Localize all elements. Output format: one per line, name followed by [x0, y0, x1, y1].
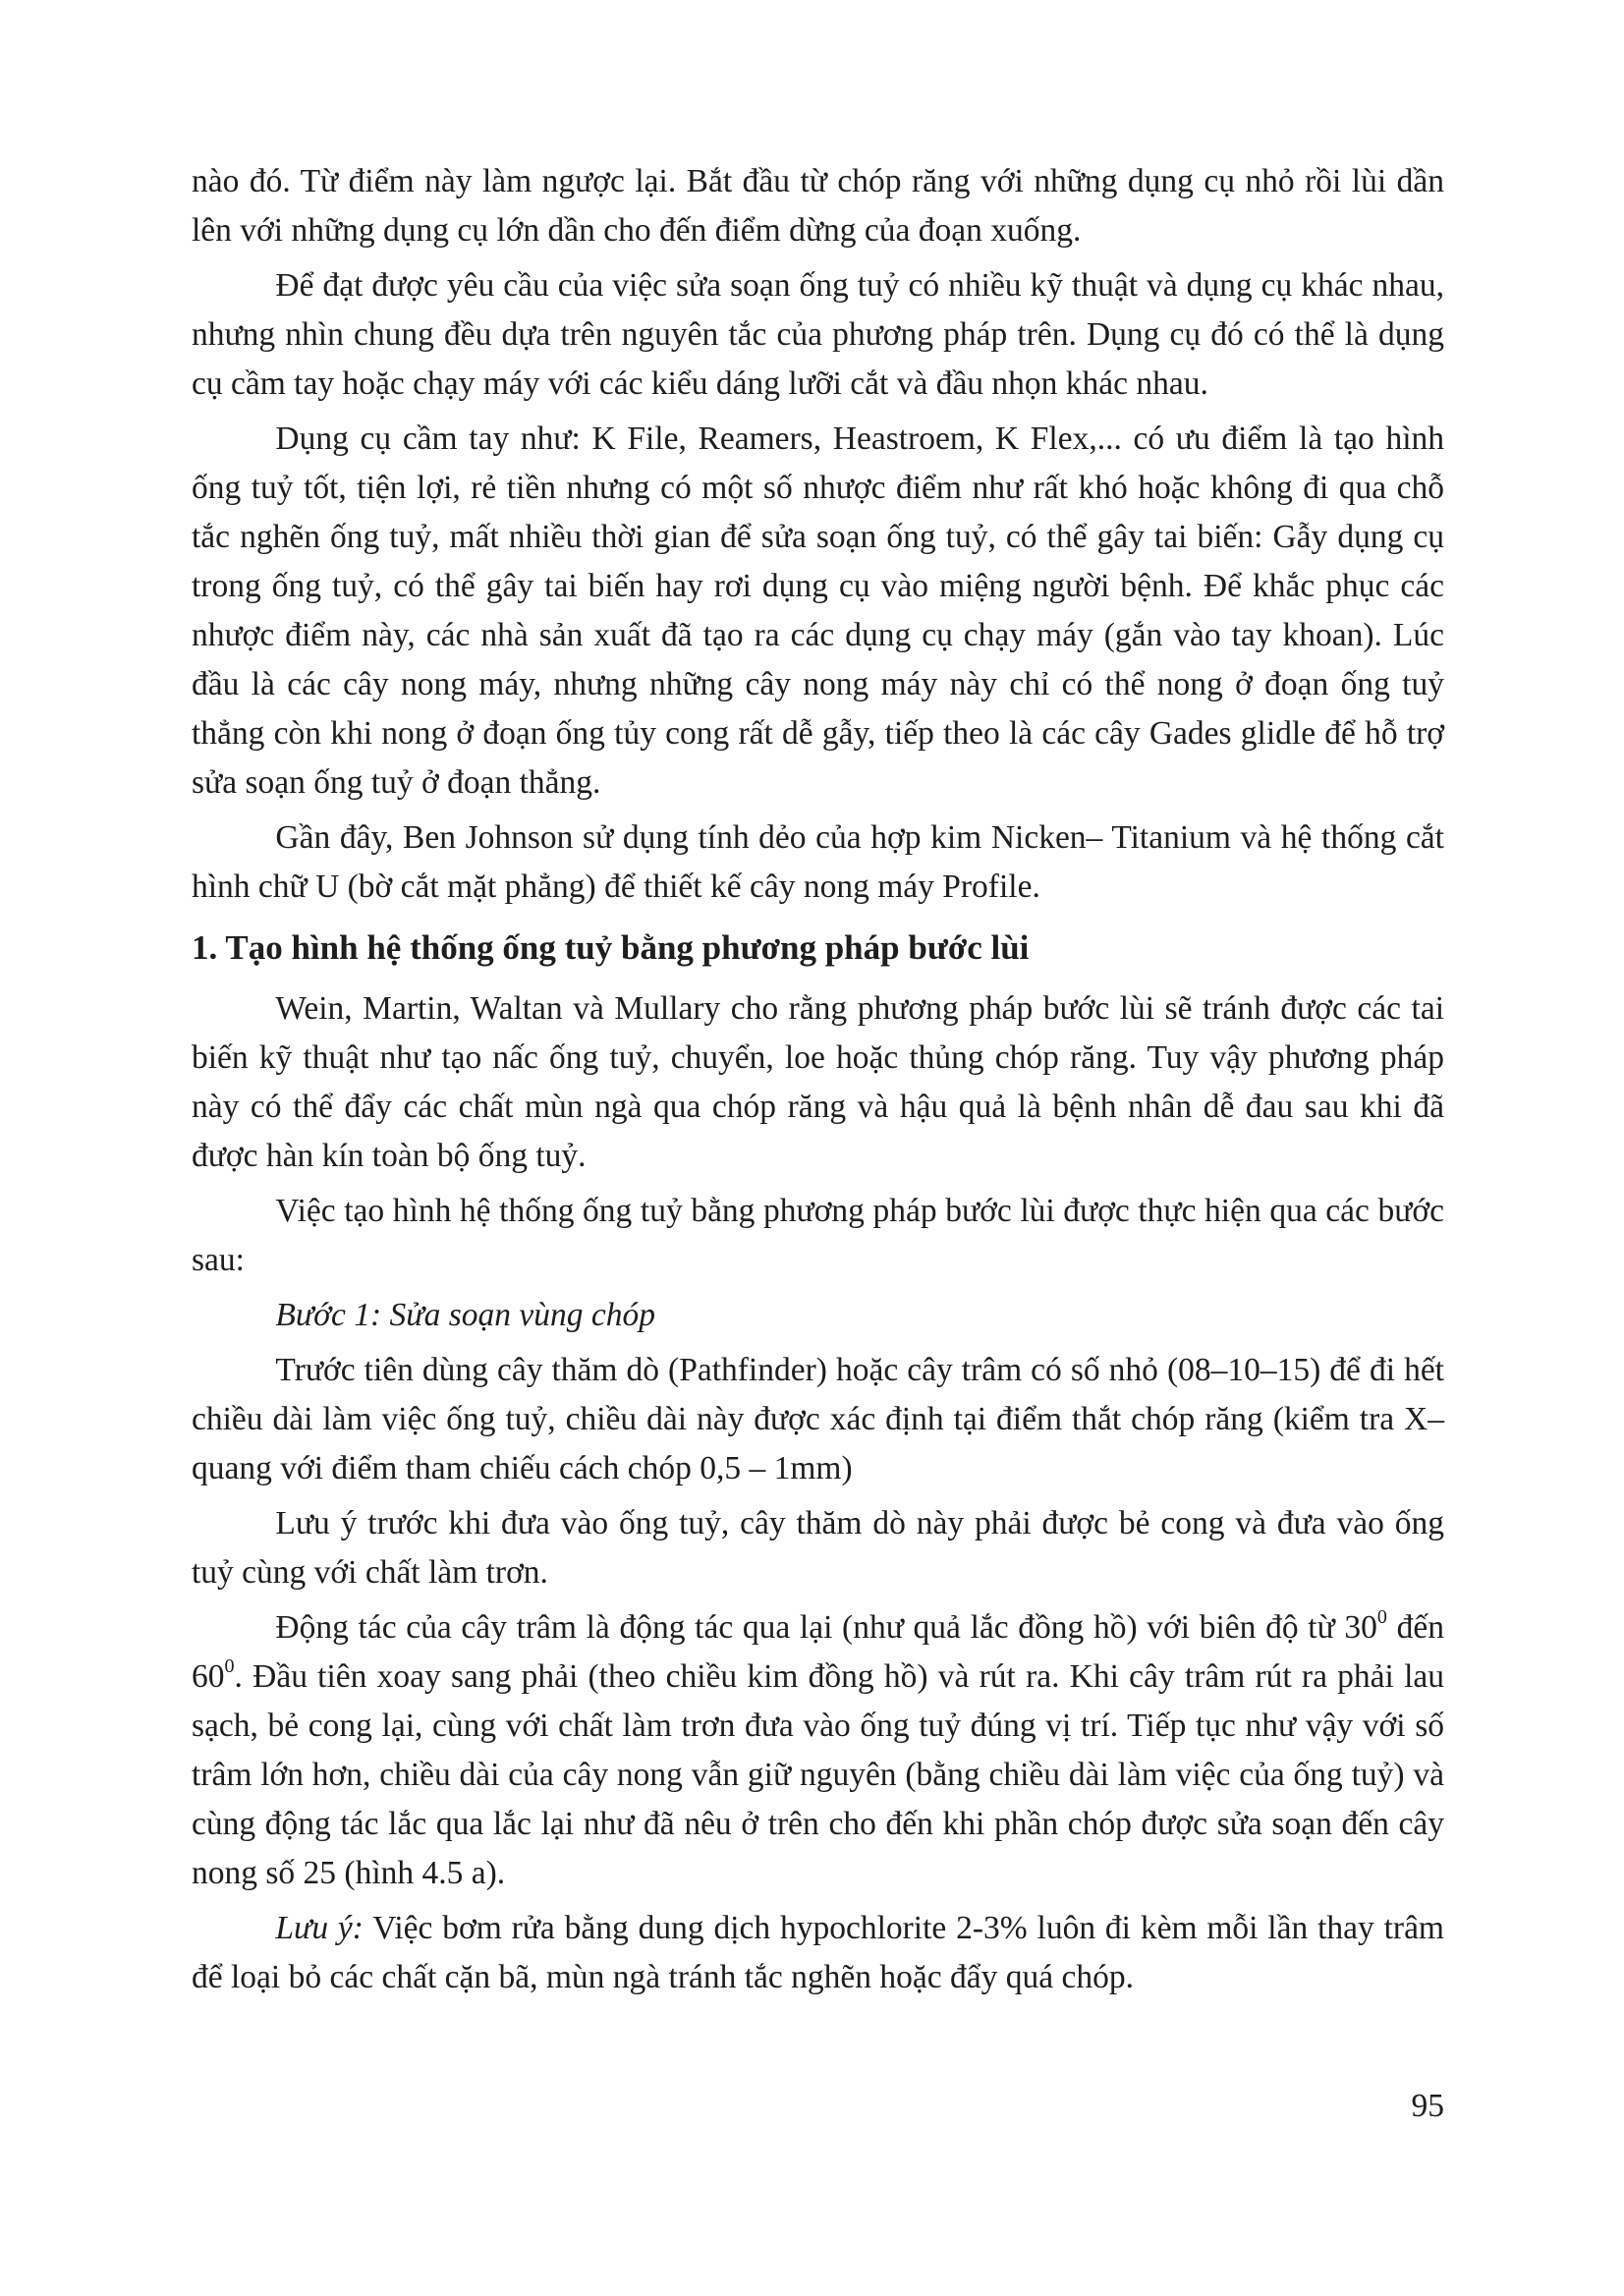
note-text: Việc bơm rửa bằng dung dịch hypochlorite 2-3% luôn đi kèm mỗi lần thay trâm để loại bỏ các chất cặn bã, mùn ngà tránh tắc nghẽn hoặc đẩy quá chóp.	[192, 1910, 1444, 1995]
page-number: 95	[1411, 2088, 1444, 2124]
paragraph-steps-intro: Việc tạo hình hệ thống ống tuỷ bằng phương pháp bước lùi được thực hiện qua các bước sau:	[192, 1193, 1444, 1278]
paragraph-profile: Gần đây, Ben Johnson sử dụng tính dẻo của hợp kim Nicken– Titanium và hệ thống cắt hình chữ U (bờ cắt mặt phẳng) để thiết kế cây nong máy Profile.	[192, 819, 1444, 905]
paragraph-motion	[192, 1603, 1444, 1898]
section-heading: 1. Tạo hình hệ thống ống tuỷ bằng phương pháp bước lùi	[192, 928, 1030, 967]
note-label: Lưu ý:	[275, 1910, 364, 1946]
paragraph-precurve: Lưu ý trước khi đưa vào ống tuỷ, cây thăm dò này phải được bẻ cong và đưa vào ống tuỷ cùng với chất làm trơn.	[192, 1505, 1444, 1591]
step-title: Bước 1: Sửa soạn vùng chóp	[275, 1297, 655, 1333]
motion-intro: Động tác của cây trâm là động tác qua lại (như quả lắc đồng hồ) với biên độ từ	[275, 1609, 1345, 1646]
motion-between: đến	[1386, 1609, 1444, 1646]
paragraph-pathfinder: Trước tiên dùng cây thăm dò (Pathfinder) hoặc cây trâm có số nhỏ (08–10–15) để đi hết chiều dài làm việc ống tuỷ, chiều dài này được xác định tại điểm thắt chóp răng (kiểm tra X–quang với điểm tham chiếu cách chóp 0,5 – 1mm)	[192, 1352, 1444, 1486]
paragraph-hand-instruments: Dụng cụ cầm tay như: K File, Reamers, Heastroem, K Flex,... có ưu điểm là tạo hình ống tuỷ tốt, tiện lợi, rẻ tiền nhưng có một số nhược điểm như rất khó hoặc không đi qua chỗ tắc nghẽn ống tuỷ, mất nhiều thời gian để sửa soạn ống tuỷ, có thể gây tai biến: Gẫy dụng cụ trong ống tuỷ, có thể gây tai biến hay rơi dụng cụ vào miệng người bệnh. Để khắc phục các nhược điểm này, các nhà sản xuất đã tạo ra các dụng cụ chạy máy (gắn vào tay khoan). Lúc đầu là các cây nong máy, nhưng những cây nong máy này chỉ có thể nong ở đoạn ống tuỷ thẳng còn khi nong ở đoạn ống tủy cong rất dễ gẫy, tiếp theo là các cây Gades glidle để hỗ trợ sửa soạn ống tuỷ ở đoạn thẳng.	[192, 420, 1444, 801]
paragraph-continuation: nào đó. Từ điểm này làm ngược lại. Bắt đầu từ chóp răng với những dụng cụ nhỏ rồi lùi dần lên với những dụng cụ lớn dần cho đến điểm dừng của đoạn xuống.	[192, 163, 1444, 249]
page-body	[192, 157, 1444, 2008]
degree-mark-to: 0	[224, 1654, 235, 1677]
paragraph-irrigation-note	[192, 1904, 1444, 2002]
paragraph-step-back-method: Wein, Martin, Waltan và Mullary cho rằng phương pháp bước lùi sẽ tránh được các tai biến kỹ thuật như tạo nấc ống tuỷ, chuyển, loe hoặc thủng chóp răng. Tuy vậy phương pháp này có thể đẩy các chất mùn ngà qua chóp răng và hậu quả là bệnh nhân dễ đau sau khi đã được hàn kín toàn bộ ống tuỷ.	[192, 990, 1444, 1174]
paragraph-techniques: Để đạt được yêu cầu của việc sửa soạn ống tuỷ có nhiều kỹ thuật và dụng cụ khác nhau, nhưng nhìn chung đều dựa trên nguyên tắc của phương pháp trên. Dụng cụ đó có thể là dụng cụ cầm tay hoặc chạy máy với các kiểu dáng lưỡi cắt và đầu nhọn khác nhau.	[192, 267, 1444, 402]
motion-rest: . Đầu tiên xoay sang phải (theo chiều kim đồng hồ) và rút ra. Khi cây trâm rút ra phải lau sạch, bẻ cong lại, cùng với chất làm trơn đưa vào ống tuỷ đúng vị trí. Tiếp tục như vậy với số trâm lớn hơn, chiều dài của cây nong vẫn giữ nguyên (bằng chiều dài làm việc của ống tuỷ) và cùng động tác lắc qua lắc lại như đã nêu ở trên cho đến khi phần chóp được sửa soạn đến cây nong số 25 (hình 4.5 a).	[192, 1658, 1444, 1891]
angle-from: 30	[1344, 1609, 1377, 1646]
angle-to: 60	[192, 1658, 225, 1695]
degree-mark-from: 0	[1376, 1605, 1387, 1628]
